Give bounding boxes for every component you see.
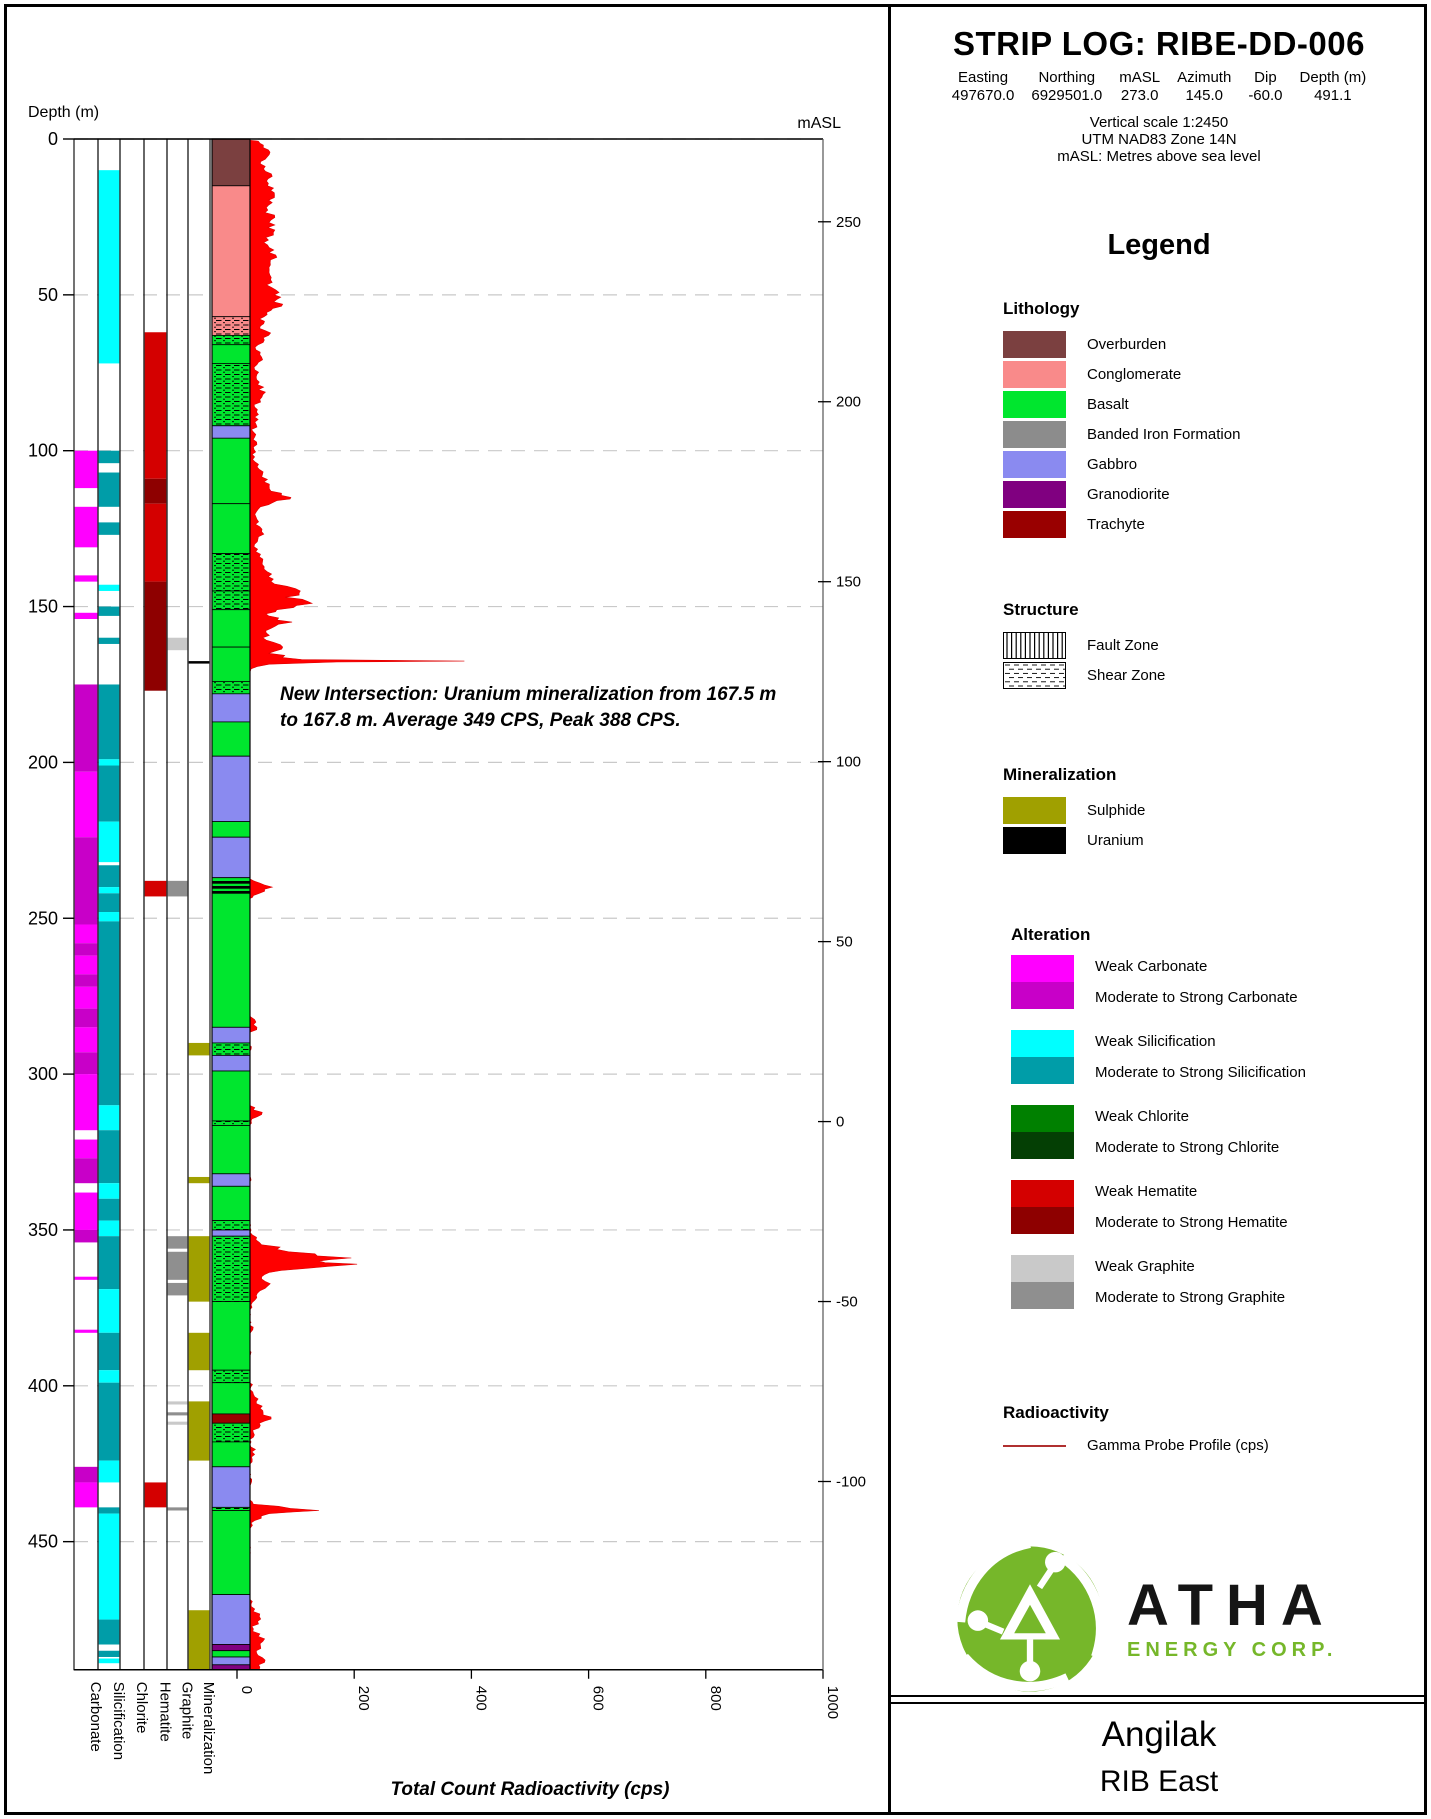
- color-swatch-pair: [1011, 1255, 1074, 1309]
- gamma-tick-label: 0: [238, 1685, 255, 1695]
- lithology-interval-basalt: [212, 888, 250, 891]
- depth-tick-label: 200: [27, 752, 58, 773]
- silicification-interval: [99, 1507, 120, 1513]
- mineralization-interval: [189, 1401, 210, 1460]
- logo-name: ATHA: [1127, 1572, 1336, 1638]
- weak-swatch: [1011, 1180, 1074, 1207]
- depth-tick-label: 0: [47, 129, 58, 149]
- scale-notes: [891, 114, 1427, 165]
- shear-zone-overlay: [212, 1370, 250, 1383]
- lithology-interval-basalt: [212, 647, 250, 681]
- lithology-interval-basalt: [212, 822, 250, 838]
- lithology-interval-gabbro: [212, 1055, 250, 1071]
- shear-zone-overlay: [212, 317, 250, 336]
- collar-field-value: 145.0: [1185, 87, 1223, 104]
- legend-section-header: Structure: [1003, 600, 1079, 619]
- color-swatch: [1003, 421, 1066, 448]
- depth-tick-label: 350: [27, 1219, 58, 1240]
- color-swatch: [1003, 797, 1066, 824]
- legend-item-pair: [1011, 1180, 1306, 1234]
- masl-tick-label: 0: [836, 1113, 845, 1131]
- collar-field-value: 273.0: [1120, 87, 1159, 104]
- track-border: [120, 139, 144, 1670]
- strong-swatch: [1011, 1207, 1074, 1234]
- masl-tick-label: 200: [836, 393, 862, 411]
- lithology-interval-conglomerate: [212, 186, 250, 317]
- atha-logo-icon: [951, 1540, 1109, 1698]
- legend-section-alteration: [1011, 925, 1306, 1330]
- collar-field-value: 6929501.0: [1031, 87, 1103, 104]
- shear-zone-overlay: [212, 363, 250, 425]
- legend-section-header: Radioactivity: [1003, 1403, 1109, 1422]
- lithology-interval-basalt: [212, 438, 250, 504]
- page-title: STRIP LOG: RIBE-DD-006: [953, 25, 1365, 62]
- color-swatch: [1003, 481, 1066, 508]
- legend-item-label: Moderate to Strong Hematite: [1095, 1214, 1288, 1231]
- silicification-interval: [99, 1183, 120, 1199]
- color-swatch: [1003, 511, 1066, 538]
- legend-item: [1003, 509, 1240, 539]
- weak-swatch: [1011, 1030, 1074, 1057]
- carbonate-interval: [75, 837, 98, 924]
- collar-field-label: Dip: [1254, 69, 1277, 86]
- mineralization-interval: [189, 1177, 210, 1183]
- lithology-interval-gabbro: [212, 756, 250, 822]
- silicification-interval: [99, 1199, 120, 1221]
- silicification-interval: [99, 638, 120, 644]
- lithology-interval-overburden: [212, 139, 250, 186]
- silicification-interval: [99, 759, 120, 765]
- legend-item-label: Moderate to Strong Silicification: [1095, 1064, 1306, 1081]
- silicification-interval: [99, 1105, 120, 1130]
- legend-item-label: Granodiorite: [1087, 485, 1170, 503]
- lithology-interval-basalt: [212, 722, 250, 756]
- silicification-interval: [99, 1236, 120, 1289]
- legend-item: [1003, 479, 1240, 509]
- gamma-tick-label: 600: [589, 1685, 607, 1711]
- silicification-interval: [99, 1461, 120, 1483]
- gamma-profile-curve: [237, 139, 464, 1669]
- lithology-interval-basalt: [212, 883, 250, 886]
- legend-item-label: Banded Iron Formation: [1087, 425, 1241, 443]
- legend-item-label: Weak Hematite: [1095, 1183, 1198, 1200]
- color-swatch: [1003, 331, 1066, 358]
- graphite-interval: [168, 1412, 188, 1415]
- strong-swatch: [1011, 1132, 1074, 1159]
- hematite-interval: [145, 504, 167, 582]
- silicification-interval: [99, 1289, 120, 1333]
- carbonate-interval: [75, 772, 98, 837]
- color-swatch-pair: [1011, 1105, 1074, 1159]
- collar-field-value: 497670.0: [951, 87, 1015, 104]
- track-label-carbonate: Carbonate: [87, 1681, 104, 1752]
- carbonate-interval: [75, 1158, 98, 1183]
- lithology-interval-gabbro: [212, 426, 250, 439]
- legend-item-label: Weak Silicification: [1095, 1033, 1216, 1050]
- scale-note-line: Vertical scale 1:2450: [1089, 114, 1229, 131]
- legend-item-label: Conglomerate: [1087, 365, 1182, 383]
- silicification-interval: [99, 1333, 120, 1370]
- weak-swatch: [1011, 1255, 1074, 1282]
- carbonate-interval: [75, 613, 98, 619]
- lithology-interval-basalt: [212, 1651, 250, 1657]
- logo-subtitle: ENERGY CORP.: [1127, 1638, 1338, 1661]
- graphite-interval: [168, 1283, 188, 1295]
- silicification-interval: [99, 1659, 120, 1664]
- depth-tick-label: 300: [27, 1064, 58, 1085]
- silicification-interval: [99, 585, 120, 591]
- legend-item: [1003, 389, 1240, 419]
- logo-dot: [968, 1610, 989, 1631]
- hematite-interval: [145, 1482, 167, 1507]
- carbonate-interval: [75, 1230, 98, 1242]
- color-swatch: [1003, 827, 1066, 854]
- carbonate-interval: [75, 1027, 98, 1052]
- color-swatch-pair: [1011, 955, 1074, 1009]
- lithology-interval-gabbro: [212, 1174, 250, 1187]
- collar-field-label: mASL: [1119, 69, 1161, 86]
- silicification-interval: [99, 865, 120, 887]
- track-border: [167, 139, 188, 1670]
- shear-zone-overlay: [212, 554, 250, 591]
- area-name: RIB East: [1099, 1765, 1219, 1798]
- legend-section-header: Lithology: [1003, 299, 1080, 318]
- company-logo: [951, 1540, 1337, 1698]
- graphite-interval: [168, 1236, 188, 1248]
- lithology-interval-gabbro: [212, 1657, 250, 1665]
- graphite-interval: [168, 1507, 188, 1510]
- track-label-mineralization: Mineralization: [200, 1681, 217, 1775]
- weak-swatch: [1011, 955, 1074, 982]
- track-label-silicification: Silicification: [110, 1681, 127, 1761]
- divider-line: [891, 1695, 1427, 1697]
- lithology-interval-basalt: [212, 1383, 250, 1414]
- collar-field-depthm: [1300, 69, 1367, 105]
- divider-line: [891, 1702, 1427, 1704]
- silicification-interval: [99, 451, 120, 463]
- silicification-interval: [99, 170, 120, 363]
- mineralization-interval: [189, 1043, 210, 1055]
- legend-item-label: Overburden: [1087, 335, 1167, 353]
- collar-field-easting: [952, 69, 1015, 105]
- silicification-interval: [99, 1383, 120, 1461]
- masl-axis-title: mASL: [797, 115, 841, 132]
- fault-pattern-swatch: [1003, 632, 1066, 659]
- shear-zone-overlay: [212, 1507, 250, 1510]
- silicification-interval: [99, 1370, 120, 1382]
- lithology-interval-basalt: [212, 878, 250, 882]
- silicification-interval: [99, 912, 120, 921]
- shear-zone-overlay: [212, 591, 250, 610]
- collar-field-label: Azimuth: [1177, 69, 1232, 86]
- legend-item-label: Sulphide: [1087, 801, 1146, 819]
- shear-zone-overlay: [212, 1236, 250, 1302]
- carbonate-interval: [75, 1009, 98, 1028]
- gamma-line-swatch: [1003, 1445, 1066, 1447]
- lithology-interval-gabbro: [212, 694, 250, 722]
- legend-item-gamma: [1003, 1437, 1269, 1454]
- shear-zone-overlay: [212, 1043, 250, 1056]
- carbonate-interval: [75, 924, 98, 943]
- depth-tick-label: 400: [27, 1375, 58, 1396]
- lithology-interval-granodiorite: [212, 1665, 250, 1670]
- lithology-interval-basalt: [212, 1442, 250, 1467]
- legend-item: [1003, 449, 1240, 479]
- carbonate-interval: [75, 987, 98, 1009]
- legend-item-label: Gamma Probe Profile (cps): [1087, 1437, 1269, 1454]
- mineralization-interval: [189, 661, 210, 664]
- masl-tick-label: 50: [836, 933, 853, 951]
- legend-item: [1003, 329, 1240, 359]
- legend-section-mineralization: [1003, 765, 1145, 855]
- carbonate-interval: [75, 943, 98, 955]
- legend-item-label: Weak Chlorite: [1095, 1108, 1189, 1125]
- collar-field-northing: [1031, 69, 1102, 105]
- masl-tick-label: 150: [836, 573, 862, 591]
- color-swatch-pair: [1011, 1180, 1074, 1234]
- depth-tick-label: 100: [27, 440, 58, 461]
- graphite-interval: [168, 881, 188, 897]
- legend-item: [1003, 359, 1240, 389]
- legend-item: [1003, 825, 1145, 855]
- masl-tick-label: 100: [836, 753, 862, 771]
- logo-dot: [1020, 1661, 1041, 1682]
- carbonate-interval: [75, 1052, 98, 1074]
- lithology-interval-basalt: [212, 893, 250, 1027]
- silicification-interval: [99, 607, 120, 616]
- hematite-interval: [145, 479, 167, 504]
- legend-section-lithology: [1003, 299, 1240, 539]
- silicification-interval: [99, 1514, 120, 1620]
- lithology-interval-basalt: [212, 1071, 250, 1121]
- strong-swatch: [1011, 1057, 1074, 1084]
- graphite-interval: [168, 1252, 188, 1280]
- legend-section-header: Mineralization: [1003, 765, 1117, 784]
- lithology-interval-gabbro: [212, 837, 250, 878]
- legend-item-pair: [1011, 1105, 1306, 1159]
- logo-dot: [1045, 1552, 1066, 1573]
- project-name: Angilak: [1101, 1715, 1217, 1754]
- carbonate-interval: [75, 1467, 98, 1483]
- gamma-tick-label: 200: [355, 1685, 373, 1711]
- silicification-interval: [99, 822, 120, 863]
- collar-field-label: Easting: [958, 69, 1009, 86]
- legend-section-radioactivity: [1003, 1403, 1269, 1454]
- collar-field-label: Northing: [1038, 69, 1096, 86]
- collar-field-dip: [1248, 69, 1282, 105]
- legend-item-pair: [1011, 1030, 1306, 1084]
- masl-tick-label: -50: [836, 1293, 858, 1311]
- silicification-interval: [99, 522, 120, 534]
- silicification-interval: [99, 893, 120, 912]
- carbonate-interval: [75, 1277, 98, 1280]
- lithology-interval-basalt: [212, 504, 250, 554]
- lithology-interval-granodiorite: [212, 1645, 250, 1651]
- mineralization-interval: [189, 1236, 210, 1301]
- weak-swatch: [1011, 1105, 1074, 1132]
- carbonate-interval: [75, 974, 98, 986]
- carbonate-interval: [75, 575, 98, 581]
- legend-item-label: Fault Zone: [1087, 636, 1159, 654]
- legend-item-pair: [1011, 955, 1306, 1009]
- shear-zone-overlay: [212, 1121, 250, 1126]
- shear-zone-overlay: [212, 681, 250, 694]
- legend-item-label: Moderate to Strong Chlorite: [1095, 1139, 1280, 1156]
- silicification-interval: [99, 1130, 120, 1183]
- legend-item: [1003, 630, 1165, 660]
- depth-tick-label: 250: [27, 908, 58, 929]
- carbonate-interval: [75, 1330, 98, 1333]
- shear-zone-overlay: [212, 335, 250, 344]
- shear-pattern-swatch: [1003, 662, 1066, 689]
- graphite-interval: [168, 638, 188, 650]
- legend-section-header: Alteration: [1011, 925, 1091, 944]
- graphite-interval: [168, 1401, 188, 1404]
- info-panel: [888, 7, 1427, 1812]
- silicification-interval: [99, 473, 120, 507]
- carbonate-interval: [75, 956, 98, 975]
- silicification-interval: [99, 1620, 120, 1645]
- depth-tick-label: 150: [27, 596, 58, 617]
- shear-zone-overlay: [212, 1423, 250, 1442]
- gamma-tick-label: 400: [472, 1685, 490, 1711]
- legend-item: [1003, 419, 1240, 449]
- hematite-interval: [145, 332, 167, 478]
- color-swatch: [1003, 361, 1066, 388]
- collar-field-value: -60.0: [1248, 87, 1283, 104]
- lithology-interval-basalt: [212, 1126, 250, 1174]
- depth-axis-title: Depth (m): [28, 104, 100, 121]
- masl-tick-label: 250: [836, 213, 862, 231]
- lithology-interval-basalt: [212, 345, 250, 364]
- collar-field-azimuth: [1177, 69, 1231, 105]
- collar-field-value: 491.1: [1314, 87, 1352, 104]
- mineralization-interval: [189, 1333, 210, 1370]
- gamma-axis-title: Total Count Radioactivity (cps): [390, 1779, 670, 1800]
- carbonate-interval: [75, 507, 98, 548]
- legend-item-pair: [1011, 1255, 1306, 1309]
- scale-note-line: mASL: Metres above sea level: [1057, 148, 1261, 165]
- mineralization-interval: [189, 1610, 210, 1669]
- carbonate-interval: [75, 684, 98, 771]
- silicification-interval: [99, 921, 120, 1105]
- silicification-interval: [99, 1651, 120, 1657]
- legend-item-label: Moderate to Strong Carbonate: [1095, 989, 1298, 1006]
- lithology-interval-basalt: [212, 610, 250, 647]
- scale-note-line: UTM NAD83 Zone 14N: [1081, 131, 1237, 148]
- gamma-tick-label: 1000: [824, 1685, 841, 1720]
- lithology-interval-gabbro: [212, 1467, 250, 1508]
- color-swatch: [1003, 391, 1066, 418]
- legend-item-label: Moderate to Strong Graphite: [1095, 1289, 1286, 1306]
- color-swatch-pair: [1011, 1030, 1074, 1084]
- legend-item-label: Shear Zone: [1087, 666, 1166, 684]
- track-label-graphite: Graphite: [178, 1681, 196, 1740]
- shear-zone-overlay: [212, 1221, 250, 1230]
- legend-item: [1003, 795, 1145, 825]
- annotation-text: New Intersection: Uranium mineralization from 167.5 m: [280, 684, 777, 705]
- hematite-interval: [145, 582, 167, 691]
- lithology-interval-gabbro: [212, 1027, 250, 1043]
- lithology-interval-basalt: [212, 1186, 250, 1220]
- lithology-interval-basalt: [212, 1302, 250, 1371]
- legend-item-label: Basalt: [1087, 395, 1129, 413]
- legend-item-label: Trachyte: [1087, 515, 1145, 533]
- legend-title: Legend: [1107, 229, 1211, 261]
- legend-item-label: Gabbro: [1087, 455, 1138, 473]
- lithology-interval-basalt: [212, 1511, 250, 1595]
- graphite-interval: [168, 1422, 188, 1425]
- silicification-interval: [99, 887, 120, 893]
- carbonate-interval: [75, 451, 98, 488]
- gamma-tick-label: 800: [706, 1685, 724, 1711]
- track-label-chlorite: Chlorite: [133, 1681, 150, 1734]
- silicification-interval: [99, 766, 120, 822]
- collar-info-table: [891, 69, 1427, 105]
- depth-tick-label: 50: [37, 284, 58, 305]
- carbonate-interval: [75, 1140, 98, 1159]
- carbonate-interval: [75, 1482, 98, 1507]
- legend-item-label: Weak Carbonate: [1095, 958, 1208, 975]
- silicification-interval: [99, 1221, 120, 1237]
- legend-item: [1003, 660, 1165, 690]
- carbonate-interval: [75, 1193, 98, 1230]
- lithology-interval-gabbro: [212, 1595, 250, 1645]
- masl-tick-label: -100: [836, 1473, 867, 1491]
- lithology-interval-trachyte: [212, 1414, 250, 1423]
- legend-item-label: Weak Graphite: [1095, 1258, 1195, 1275]
- track-label-hematite: Hematite: [156, 1681, 174, 1742]
- collar-field-label: Depth (m): [1299, 69, 1367, 86]
- lithology-interval-gabbro: [212, 1230, 250, 1236]
- legend-section-structure: [1003, 600, 1165, 690]
- hematite-interval: [145, 881, 167, 897]
- silicification-interval: [99, 684, 120, 759]
- annotation-text: to 167.8 m. Average 349 CPS, Peak 388 CPS.: [280, 710, 681, 731]
- collar-field-masl: [1119, 69, 1160, 105]
- carbonate-interval: [75, 1074, 98, 1130]
- strong-swatch: [1011, 982, 1074, 1009]
- strong-swatch: [1011, 1282, 1074, 1309]
- legend-item-label: Uranium: [1087, 831, 1144, 849]
- color-swatch: [1003, 451, 1066, 478]
- depth-tick-label: 450: [27, 1531, 58, 1552]
